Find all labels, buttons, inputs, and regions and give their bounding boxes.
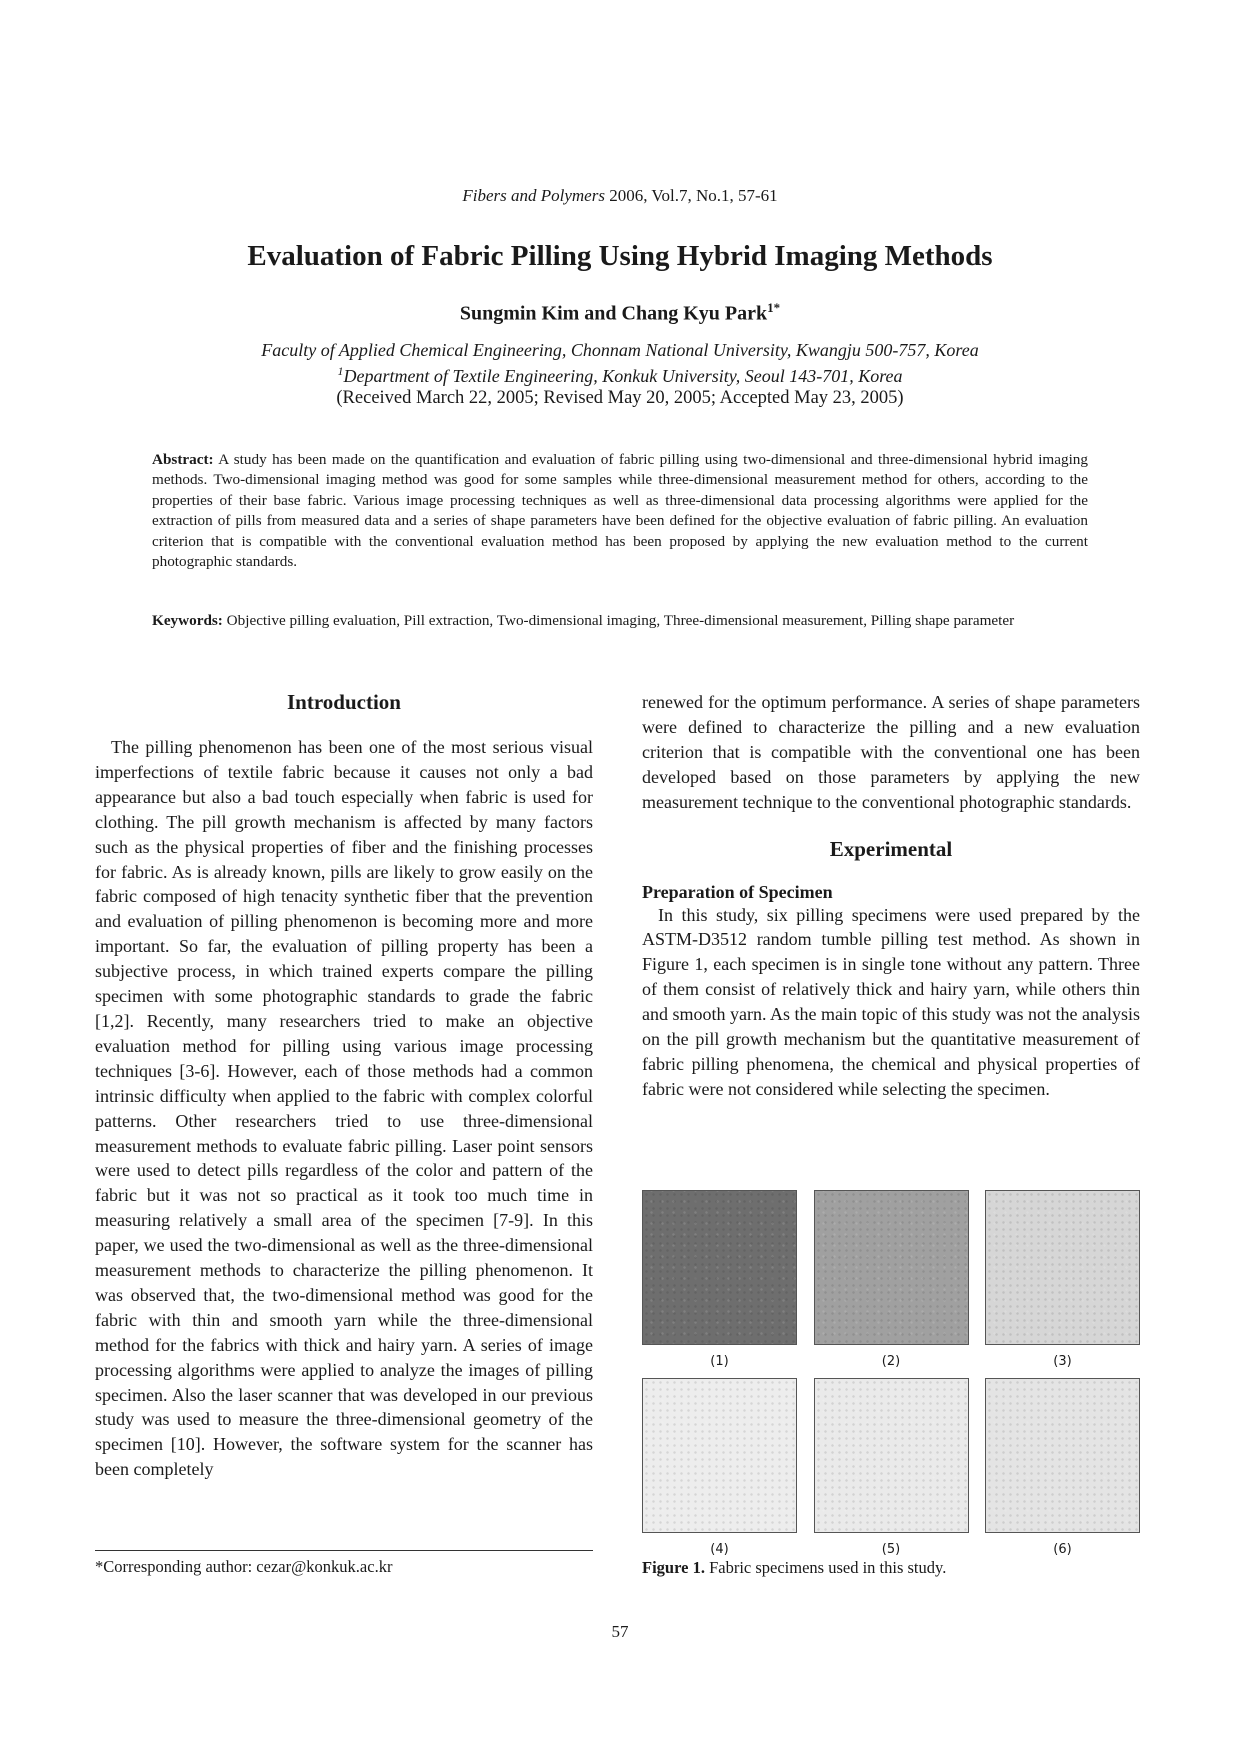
abstract-label: Abstract: <box>152 451 214 468</box>
affiliation-1: Faculty of Applied Chemical Engineering, Chonnam National University, Kwangju 500-757, Korea <box>261 340 979 360</box>
keywords <box>152 608 1088 633</box>
figure-caption-text: Fabric specimens used in this study. <box>704 1558 947 1577</box>
abstract-text: A study has been made on the quantification and evaluation of fabric pilling using two-dimensional and three-dimensional hybrid imaging methods. Two-dimensional imaging method was good for some samples while three-dimensional measurement method for others, according to the properties of their base fabric. Various image processing techniques as well as three-dimensional data processing algorithms were applied for the extraction of pills from measured data and a series of shape parameters have been defined for the objective evaluation of fabric pilling. An evaluation criterion that is compatible with the conventional evaluation method has been proposed by applying the new evaluation method to the current photographic standards. <box>152 451 1088 571</box>
introduction-continuation: renewed for the optimum performance. A series of shape parameters were defined to characterize the pilling and a new evaluation criterion that is compatible with the conventional one has been developed based on those parameters by applying the new measurement technique to the conventional photographic standards. <box>642 692 1140 812</box>
introduction-paragraph: The pilling phenomenon has been one of the most serious visual imperfections of textile fabric because it causes not only a bad appearance but also a bad touch especially when fabric is used for clothing. The pill growth mechanism is affected by many factors such as the physical properties of fiber and the finishing processes for fabric. As is already known, pills are likely to grow easily on the fabric composed of high tenacity synthetic fiber that the prevention and evaluation of pilling phenomenon is becoming more and more important. So far, the evaluation of pilling property has been a subjective process, in which trained experts compare the pilling specimen with some photographic standards to grade the fabric [1,2]. Recently, many researchers tried to make an objective evaluation method for pilling using various image processing techniques [3-6]. However, each of those methods had a common intrinsic difficulty when applied to the fabric with complex colorful patterns. Other researchers tried to use three-dimensional measurement methods to evaluate fabric pilling. Laser point sensors were used to detect pills regardless of the color and pattern of the fabric but it was not so practical as it took too much time in measuring relatively a small area of the specimen [7-9]. In this paper, we used the two-dimensional as well as the three-dimensional measurement methods to characterize the pilling phenomenon. It was observed that, the two-dimensional method was good for the fabric with thin and smooth yarn while the three-dimensional method for the fabrics with thick and hairy yarn. A series of image processing algorithms were applied to analyze the images of pilling specimen. Also the laser scanner that was developed in our previous study was used to measure the three-dimensional geometry of the specimen [10]. However, the software system for the scanner has been completely <box>95 737 593 1480</box>
left-column <box>95 690 593 1482</box>
paper-title: Evaluation of Fabric Pilling Using Hybrid Imaging Methods <box>247 240 993 272</box>
right-column <box>642 690 1140 1102</box>
specimen-image-2 <box>814 1190 969 1345</box>
preparation-subheading: Preparation of Specimen <box>642 881 833 902</box>
footnote: *Corresponding author: cezar@konkuk.ac.kr <box>95 1557 393 1576</box>
figure-labels-bottom <box>642 1542 1140 1557</box>
page-number: 57 <box>611 1622 629 1641</box>
specimen-label-5: (5) <box>881 1542 901 1557</box>
affiliation-2-mark: 1 <box>337 364 344 378</box>
keywords-text: Objective pilling evaluation, Pill extraction, Two-dimensional imaging, Three-dimensional measurement, Pilling shape parameter <box>226 612 1015 629</box>
keywords-label: Keywords: <box>152 612 223 629</box>
affiliation-2-text: Department of Textile Engineering, Konkuk University, Seoul 143-701, Korea <box>343 366 903 386</box>
specimen-image-1 <box>642 1190 797 1345</box>
figure-1 <box>642 1190 1140 1566</box>
specimen-label-3: (3) <box>1053 1354 1072 1369</box>
preparation-paragraph: In this study, six pilling specimens were used prepared by the ASTM-D3512 random tumble pilling test method. As shown in Figure 1, each specimen is in single tone without any pattern. Three of them consist of relatively thick and hairy yarn, while others thin and smooth yarn. As the main topic of this study was not the analysis on the pill growth mechanism but the quantitative measurement of fabric pilling phenomena, the chemical and physical properties of fabric were not considered while selecting the specimen. <box>642 904 1140 1099</box>
figure-caption <box>642 1558 946 1578</box>
specimen-image-3 <box>985 1190 1140 1345</box>
figure-row-top <box>642 1190 1140 1345</box>
figure-row-bottom <box>642 1378 1140 1533</box>
specimen-image-6 <box>985 1378 1140 1533</box>
specimen-image-5 <box>814 1378 969 1533</box>
journal-header <box>0 186 1240 206</box>
figure-caption-label: Figure 1. <box>642 1558 705 1577</box>
journal-volume: 2006, Vol.7, No.1, 57-61 <box>604 186 778 205</box>
received-dates: (Received March 22, 2005; Revised May 20, 2005; Accepted May 23, 2005) <box>336 388 904 408</box>
specimen-label-4: (4) <box>710 1542 729 1557</box>
author-mark: 1* <box>767 300 781 315</box>
experimental-heading: Experimental <box>829 836 953 861</box>
journal-name: Fibers and Polymers <box>462 186 605 205</box>
specimen-label-2: (2) <box>881 1354 901 1369</box>
author-names: Sungmin Kim and Chang Kyu Park <box>459 302 768 325</box>
abstract <box>152 450 1088 572</box>
specimen-label-1: (1) <box>710 1354 729 1369</box>
introduction-heading: Introduction <box>287 690 401 714</box>
footnote-divider <box>95 1550 593 1551</box>
specimen-image-4 <box>642 1378 797 1533</box>
authors <box>0 300 1240 326</box>
specimen-label-6: (6) <box>1053 1542 1072 1557</box>
figure-labels-top <box>642 1354 1140 1369</box>
affiliation-2 <box>0 364 1240 387</box>
